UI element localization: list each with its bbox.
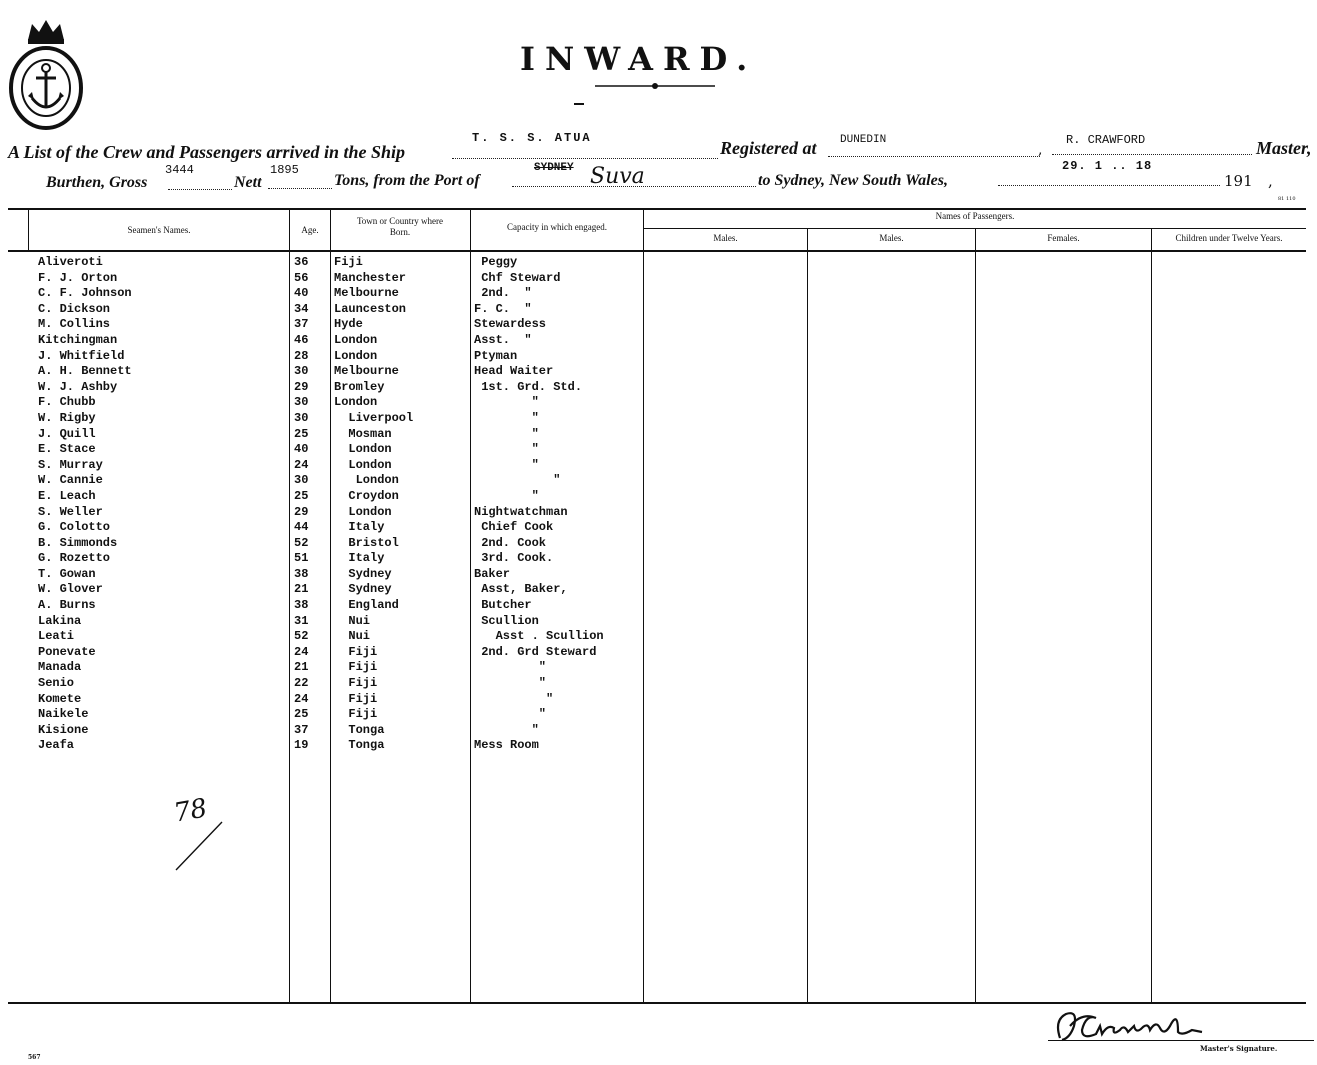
crew-name: Jeafa (38, 738, 75, 753)
crew-name: T. Gowan (38, 566, 96, 581)
crew-capacity: Nightwatchman (474, 504, 568, 519)
crew-town: Sydney (334, 566, 392, 581)
crew-name: M. Collins (38, 317, 111, 332)
crew-town: Fiji (334, 255, 363, 269)
crew-name: Ponevate (38, 644, 96, 659)
tally-stroke (170, 818, 230, 874)
crew-name: C. F. Johnson (38, 286, 132, 301)
crew-age: 44 (294, 520, 309, 535)
crew-name: Lakina (38, 613, 82, 628)
master-line (1052, 154, 1252, 155)
col-divider-5 (643, 210, 644, 1002)
crew-town: Launceston (334, 301, 407, 316)
crew-name: Manada (38, 660, 82, 675)
crew-name: Kisione (38, 722, 89, 737)
crew-town: Fiji (334, 676, 378, 691)
registered-label: Registered at (720, 138, 817, 158)
crew-capacity: Asst . Scullion (474, 629, 604, 644)
crew-capacity: " (474, 691, 554, 706)
signature-label: Master's Signature. (1200, 1044, 1278, 1053)
crew-age: 25 (294, 426, 309, 441)
nett-label: Nett (234, 174, 262, 191)
tons-from-label: Tons, from the Port of (334, 172, 480, 189)
crew-capacity: 3rd. Cook. (474, 551, 554, 566)
header-town-born: Town or Country where Born. (356, 216, 444, 237)
crew-name: J. Whitfield (38, 348, 125, 363)
crew-name: Naikele (38, 707, 89, 722)
crew-town: Croydon (334, 488, 399, 503)
crew-age: 30 (294, 410, 309, 425)
crew-capacity: Mess Room (474, 738, 539, 753)
crew-age: 34 (294, 301, 309, 316)
page-title: INWARD. (520, 40, 758, 78)
col-divider-3 (330, 210, 331, 1002)
crew-name: F. J. Orton (38, 270, 118, 285)
crew-name: A. H. Bennett (38, 364, 132, 379)
crew-name: W. J. Ashby (38, 379, 118, 394)
crew-age: 51 (294, 551, 309, 566)
port-handwritten: Suva (590, 164, 645, 189)
crew-town: London (334, 395, 378, 410)
crew-capacity: " (474, 426, 539, 441)
comma-mark: , (1038, 142, 1043, 158)
crew-age: 46 (294, 332, 309, 347)
crew-town: Tonga (334, 738, 385, 753)
crew-capacity: F. C. " (474, 301, 532, 316)
gross-tons: 3444 (165, 163, 194, 177)
crew-capacity: " (474, 722, 539, 737)
crew-age: 40 (294, 286, 309, 301)
gross-line (168, 189, 232, 190)
crew-town: Italy (334, 520, 385, 535)
crew-town: Tonga (334, 722, 385, 737)
crew-capacity: Baker (474, 566, 511, 581)
crew-capacity: " (474, 707, 547, 722)
crew-towns-column (334, 255, 413, 754)
crew-town: Sydney (334, 582, 392, 597)
crew-town: London (334, 457, 392, 472)
crew-capacity: " (474, 457, 539, 472)
crew-name: G. Rozetto (38, 551, 111, 566)
crew-names-column (38, 255, 132, 754)
col-divider-6 (807, 228, 808, 1002)
header-capacity: Capacity in which engaged. (507, 222, 607, 232)
header-males-2: Males. (879, 233, 904, 243)
crew-town: Nui (334, 629, 371, 644)
crew-capacity: " (474, 395, 539, 410)
year-prefix: 191 (1224, 172, 1253, 190)
crew-age: 38 (294, 598, 309, 613)
handwritten-tally: 78 (171, 793, 210, 829)
crew-age: 52 (294, 629, 309, 644)
crew-age: 38 (294, 566, 309, 581)
crew-town: London (334, 504, 392, 519)
crew-town: Hyde (334, 317, 363, 332)
crew-town: London (334, 332, 378, 347)
crew-town: Mosman (334, 426, 392, 441)
header-males-1: Males. (713, 233, 738, 243)
crew-capacity: " (474, 410, 539, 425)
crew-age: 29 (294, 504, 309, 519)
crew-capacity: " (474, 442, 539, 457)
crew-capacity: Chief Cook (474, 520, 554, 535)
date-line (998, 185, 1220, 186)
crew-age: 24 (294, 644, 309, 659)
table-header-rule (8, 250, 1306, 252)
crew-age: 56 (294, 270, 309, 285)
crew-capacity: Scullion (474, 613, 539, 628)
to-label: to Sydney, New South Wales, (758, 172, 948, 189)
arrival-date: 29. 1 .. 18 (1062, 159, 1153, 173)
crew-town: Fiji (334, 691, 378, 706)
crew-capacity: " (474, 488, 539, 503)
crew-town: London (334, 348, 378, 363)
header-age: Age. (301, 225, 319, 235)
crew-capacity: Asst. " (474, 332, 532, 347)
col-divider-7 (975, 228, 976, 1002)
list-intro: A List of the Crew and Passengers arrived in the Ship (8, 142, 406, 162)
crew-name: F. Chubb (38, 395, 96, 410)
crew-name: Senio (38, 676, 75, 691)
crew-age: 30 (294, 473, 309, 488)
crew-name: E. Stace (38, 442, 96, 457)
crew-age: 24 (294, 457, 309, 472)
crew-name: E. Leach (38, 488, 96, 503)
crew-name: Leati (38, 629, 75, 644)
crew-age: 30 (294, 395, 309, 410)
crew-age: 22 (294, 676, 309, 691)
year-comma: , (1268, 172, 1273, 190)
crew-name: Aliveroti (38, 255, 103, 269)
registered-line (828, 156, 1040, 157)
crew-town: Fiji (334, 660, 378, 675)
crew-age: 25 (294, 488, 309, 503)
crew-capacity: 2nd. " (474, 286, 532, 301)
crew-name: B. Simmonds (38, 535, 118, 550)
header-seamen-names: Seamen's Names. (127, 225, 191, 235)
crew-capacity: Stewardess (474, 317, 547, 332)
crew-town: Bristol (334, 535, 399, 550)
crew-town: London (334, 442, 392, 457)
crew-age: 24 (294, 691, 309, 706)
crew-name: A. Burns (38, 598, 96, 613)
master-label: Master, (1256, 138, 1312, 158)
crew-town: London (334, 473, 399, 488)
crew-capacity: Ptyman (474, 348, 518, 363)
crew-capacity: Asst, Baker, (474, 582, 568, 597)
crew-town: Bromley (334, 379, 385, 394)
crew-capacity: " (474, 660, 547, 675)
col-divider-4 (470, 210, 471, 1002)
crew-age: 29 (294, 379, 309, 394)
crew-town: Fiji (334, 707, 378, 722)
header-children: Children under Twelve Years. (1175, 233, 1283, 243)
crew-age: 31 (294, 613, 309, 628)
col-divider-1 (28, 210, 29, 250)
shipping-master-seal-logo (6, 12, 86, 132)
crew-name: J. Quill (38, 426, 96, 441)
nett-tons: 1895 (270, 163, 299, 177)
header-passengers-group: Names of Passengers. (935, 211, 1015, 221)
master-name: R. CRAWFORD (1066, 133, 1146, 147)
header-females: Females. (1047, 233, 1080, 243)
crew-name: S. Murray (38, 457, 103, 472)
burthen-label: Burthen, Gross (46, 174, 148, 191)
form-ref: 81 110 (1278, 196, 1296, 202)
crew-age: 40 (294, 442, 309, 457)
crew-town: Italy (334, 551, 385, 566)
table-top-rule (8, 208, 1306, 210)
registered-at: DUNEDIN (840, 134, 887, 146)
crew-age: 21 (294, 582, 309, 597)
nett-line (268, 188, 332, 189)
crew-age: 36 (294, 255, 309, 269)
crew-town: Fiji (334, 644, 378, 659)
crew-age: 37 (294, 317, 309, 332)
title-flourish (590, 78, 720, 108)
crew-capacity: " (474, 473, 561, 488)
crew-town: Melbourne (334, 286, 399, 301)
crew-age: 19 (294, 738, 309, 753)
col-divider-2 (289, 210, 290, 1002)
crew-age: 52 (294, 535, 309, 550)
crew-capacity: 1st. Grd. Std. (474, 379, 583, 394)
crew-name: C. Dickson (38, 301, 111, 316)
col-divider-8 (1151, 228, 1152, 1002)
crew-age: 37 (294, 722, 309, 737)
crew-age: 25 (294, 707, 309, 722)
ship-name-line (452, 158, 718, 159)
crew-town: Manchester (334, 270, 407, 285)
crew-capacity: Chf Steward (474, 270, 561, 285)
crew-capacity: Peggy (474, 255, 518, 269)
crew-name: W. Rigby (38, 410, 96, 425)
crew-capacity: Butcher (474, 598, 532, 613)
crew-town: England (334, 598, 399, 613)
crew-name: G. Colotto (38, 520, 111, 535)
crew-age: 28 (294, 348, 309, 363)
crew-capacity: " (474, 676, 547, 691)
crew-age: 30 (294, 364, 309, 379)
crew-name: W. Cannie (38, 473, 103, 488)
signature-line (1048, 1040, 1314, 1041)
ship-name: T. S. S. ATUA (472, 131, 592, 145)
struck-port: SYDNEY (534, 162, 574, 174)
crew-town: Melbourne (334, 364, 399, 379)
crew-name: Kitchingman (38, 332, 118, 347)
crew-town: Nui (334, 613, 371, 628)
crew-capacities-column (474, 255, 604, 754)
title-dash (574, 103, 584, 105)
crew-capacity: 2nd. Cook (474, 535, 547, 550)
crew-name: Komete (38, 691, 82, 706)
crew-capacity: Head Waiter (474, 364, 554, 379)
crew-name: S. Weller (38, 504, 103, 519)
crew-ages-column (294, 255, 308, 754)
crew-age: 21 (294, 660, 309, 675)
crew-town: Liverpool (334, 410, 414, 425)
form-number: 567 (28, 1054, 41, 1061)
crew-name: W. Glover (38, 582, 103, 597)
crew-capacity: 2nd. Grd Steward (474, 644, 597, 659)
